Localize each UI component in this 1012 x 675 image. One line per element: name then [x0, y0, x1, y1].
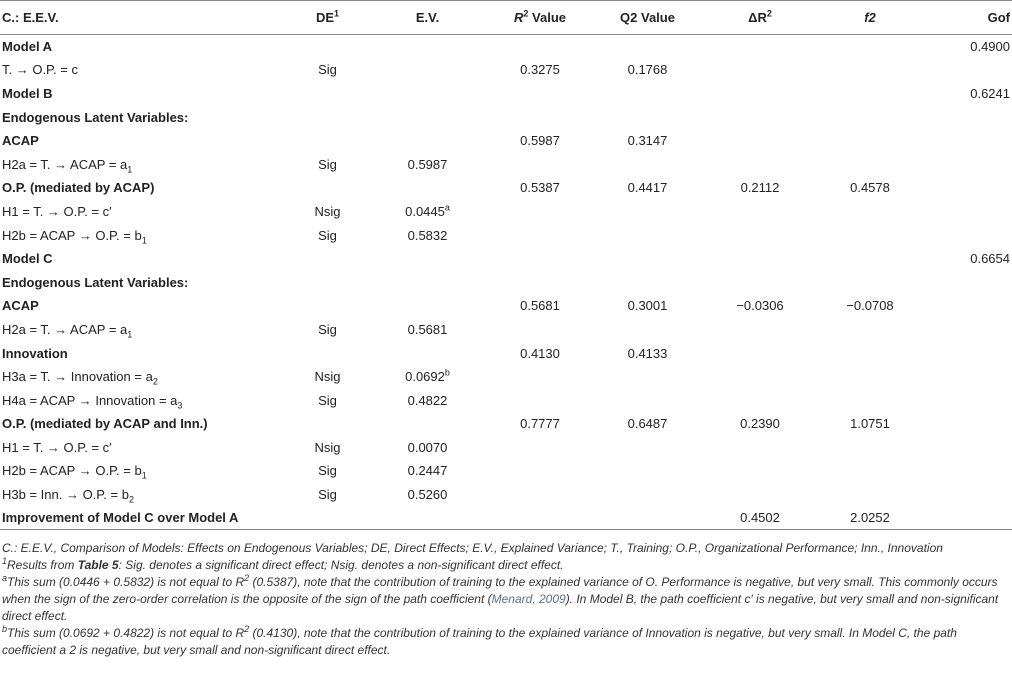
cell-gof	[925, 436, 1012, 460]
cell-r2: 0.5987	[520, 133, 560, 149]
cell-r2	[490, 436, 590, 460]
row-label: ACAP	[2, 298, 39, 314]
table-row	[0, 388, 1012, 412]
footnote-b: $^b$This sum (0.0692 + 0.4822) is not equal to $R^2$ (0.4130), note that the contribution of training to the explained variance of Innovation is negative, but very small. In Model C, the path coefficient a 2 is negative, but very small and non-significant direct effect.	[2, 624, 957, 658]
table-row	[0, 436, 1012, 460]
row-label: O.P. (mediated by ACAP and Inn.)	[2, 416, 208, 432]
cell-f2	[815, 82, 925, 106]
cell-f2	[815, 270, 925, 294]
cell-r2	[490, 459, 590, 483]
cell-r2	[490, 200, 590, 224]
citation-link[interactable]: Menard, 2009	[491, 592, 566, 607]
cell-q2: 0.3147	[627, 133, 668, 149]
cell-ev	[365, 506, 490, 530]
cell-gof	[925, 152, 1012, 176]
cell-q2	[590, 200, 705, 224]
cell-de: Nsig	[314, 439, 341, 455]
cell-de: Sig	[318, 62, 337, 78]
row-label: H1 = T. → O.P. = c′	[2, 439, 112, 455]
cell-dr2	[705, 105, 815, 129]
header-q2: Q2 Value	[590, 1, 705, 35]
header-delta-r2: $\Delta R^2$	[705, 1, 815, 35]
cell-de: Sig	[318, 321, 337, 337]
cell-ev: 0.5832	[407, 227, 448, 243]
cell-f2	[815, 388, 925, 412]
cell-q2	[590, 483, 705, 507]
cell-dr2	[705, 388, 815, 412]
cell-r2	[490, 388, 590, 412]
cell-dr2: −0.0306	[736, 298, 784, 314]
table-row	[0, 105, 1012, 129]
cell-q2	[590, 82, 705, 106]
cell-dr2	[705, 152, 815, 176]
cell-dr2	[705, 247, 815, 271]
cell-de	[290, 270, 365, 294]
cell-q2	[590, 270, 705, 294]
row-label: T. → O.P. = c	[2, 62, 78, 78]
header-gof: Gof	[925, 1, 1012, 35]
cell-ev	[365, 58, 490, 82]
table-row	[0, 129, 1012, 153]
row-label: Model A	[2, 39, 53, 55]
table-row	[0, 341, 1012, 365]
cell-r2: 0.4130	[520, 345, 560, 361]
cell-q2	[590, 247, 705, 271]
cell-ev	[365, 247, 490, 271]
cell-f2: 0.4578	[850, 180, 890, 196]
row-label: Endogenous Latent Variables:	[2, 109, 189, 125]
table-row	[0, 176, 1012, 200]
table-row	[0, 58, 1012, 82]
row-label: Model C	[2, 251, 53, 267]
cell-ev: 0.5681	[407, 321, 448, 337]
cell-gof	[925, 388, 1012, 412]
cell-ev: 0.2447	[407, 463, 448, 479]
cell-de	[290, 129, 365, 153]
table-body	[0, 35, 1012, 530]
cell-r2	[490, 365, 590, 389]
cell-ev	[365, 176, 490, 200]
cell-de	[290, 176, 365, 200]
cell-dr2: 0.2112	[740, 180, 780, 196]
cell-ev: 0.0692$^b$	[405, 367, 450, 385]
table-row	[0, 506, 1012, 530]
cell-gof	[925, 365, 1012, 389]
cell-gof	[925, 223, 1012, 247]
table-row	[0, 294, 1012, 318]
cell-gof	[925, 294, 1012, 318]
cell-r2	[490, 318, 590, 342]
cell-f2	[815, 459, 925, 483]
cell-dr2	[705, 82, 815, 106]
cell-gof	[925, 200, 1012, 224]
cell-dr2	[705, 483, 815, 507]
table-row	[0, 270, 1012, 294]
cell-f2	[815, 105, 925, 129]
cell-gof	[925, 58, 1012, 82]
cell-r2	[490, 247, 590, 271]
cell-f2	[815, 58, 925, 82]
cell-dr2	[705, 365, 815, 389]
table-row	[0, 200, 1012, 224]
cell-r2: 0.5681	[520, 298, 560, 314]
cell-f2	[815, 223, 925, 247]
table-row	[0, 365, 1012, 389]
cell-q2	[590, 223, 705, 247]
row-label: Improvement of Model C over Model A	[0, 506, 290, 530]
row-label: H2b = ACAP → O.P. = $b_1$	[2, 227, 147, 246]
cell-ev: 0.0445$^a$	[405, 202, 450, 219]
header-r2: $R^2$ Value	[490, 1, 590, 35]
cell-gof	[925, 459, 1012, 483]
cell-dr2	[705, 318, 815, 342]
cell-f2	[815, 200, 925, 224]
row-label: H4a = ACAP → Innovation = $a_3$	[2, 392, 183, 411]
cell-de	[290, 294, 365, 318]
cell-gof	[925, 176, 1012, 200]
header-de: $DE^1$	[290, 1, 365, 35]
table-row	[0, 483, 1012, 507]
cell-f2	[815, 247, 925, 271]
cell-r2	[490, 152, 590, 176]
cell-f2	[815, 152, 925, 176]
cell-de: Sig	[318, 487, 337, 503]
cell-q2	[590, 318, 705, 342]
cell-q2	[590, 35, 705, 59]
footnotes	[0, 540, 1012, 659]
table-row	[0, 35, 1012, 59]
cell-dr2	[705, 270, 815, 294]
cell-gof: 0.6654	[970, 251, 1010, 267]
cell-f2	[815, 35, 925, 59]
cell-gof	[925, 105, 1012, 129]
cell-dr2	[705, 58, 815, 82]
cell-q2: 0.4417	[627, 180, 668, 196]
cell-de: Sig	[318, 227, 337, 243]
footnote-a: $^a$This sum (0.0446 + 0.5832) is not equal to $R^2$ (0.5387), note that the contribution of training to the explained variance of O. Performance is negative, but very small. This commonly occurs when the sign of the zero-order correlation is the opposite of the sign of the path coefficient (Menard, 2009). In Model B, the path coefficient c′ is negative, but very small and non-significant direct effect.	[2, 573, 999, 624]
cell-dr2	[705, 200, 815, 224]
cell-ev	[365, 35, 490, 59]
row-label: O.P. (mediated by ACAP)	[2, 180, 155, 196]
cell-dr2	[705, 35, 815, 59]
cell-ev: 0.5987	[407, 156, 448, 172]
cell-f2	[815, 365, 925, 389]
cell-de: Nsig	[314, 369, 341, 385]
row-label: H3a = T. → Innovation = $a_2$	[2, 369, 158, 387]
cell-f2: −0.0708	[846, 298, 894, 314]
cell-de	[290, 412, 365, 436]
cell-ev	[365, 82, 490, 106]
cell-q2	[590, 506, 705, 530]
cell-q2	[590, 436, 705, 460]
cell-ev: 0.0070	[407, 439, 448, 455]
cell-q2	[590, 105, 705, 129]
cell-q2	[590, 365, 705, 389]
cell-q2	[590, 388, 705, 412]
cell-gof: 0.6241	[970, 85, 1010, 101]
cell-r2	[490, 82, 590, 106]
cell-gof	[925, 412, 1012, 436]
table-row	[0, 223, 1012, 247]
cell-q2: 0.6487	[627, 416, 668, 432]
footnote-abbrev: C.: E.E.V., Comparison of Models: Effects on Endogenous Variables; DE, Direct Effects; E.V., Explained Variance; T., Training; O.P., Organizational Performance; Inn., Innovation	[2, 541, 943, 556]
cell-de	[290, 105, 365, 129]
cell-r2	[490, 506, 590, 530]
header-eev: C.: E.E.V.	[0, 1, 290, 35]
footnote-1: $^1$Results from Table 5: Sig. denotes a significant direct effect; Nsig. denotes a non-significant direct effect.	[2, 556, 564, 573]
cell-ev: 0.4822	[407, 392, 448, 408]
cell-ev	[365, 294, 490, 318]
row-label: H2b = ACAP → O.P. = $b_1$	[2, 463, 147, 482]
row-label: H1 = T. → O.P. = c′	[2, 203, 112, 219]
cell-dr2: 0.2390	[740, 416, 780, 432]
header-row	[0, 1, 1012, 35]
cell-gof	[925, 318, 1012, 342]
cell-de: Sig	[318, 156, 337, 172]
cell-dr2: 0.4502	[705, 506, 815, 530]
table-row	[0, 318, 1012, 342]
row-label: H3b = Inn. → O.P. = $b_2$	[2, 487, 134, 505]
row-label: H2a = T. → ACAP = $a_1$	[2, 321, 133, 340]
cell-de: Sig	[318, 463, 337, 479]
cell-f2: 1.0751	[850, 416, 890, 432]
cell-r2: 0.5387	[520, 180, 560, 196]
cell-f2	[815, 129, 925, 153]
cell-dr2	[705, 459, 815, 483]
row-label: ACAP	[2, 133, 39, 149]
cell-f2	[815, 483, 925, 507]
row-label: H2a = T. → ACAP = $a_1$	[2, 156, 133, 175]
header-f2: f2	[815, 1, 925, 35]
cell-ev	[365, 412, 490, 436]
cell-ev: 0.5260	[407, 487, 448, 503]
table-row	[0, 152, 1012, 176]
cell-dr2	[705, 129, 815, 153]
cell-de: Sig	[318, 392, 337, 408]
cell-de	[290, 82, 365, 106]
cell-de	[290, 247, 365, 271]
cell-dr2	[705, 436, 815, 460]
cell-gof	[925, 129, 1012, 153]
table-row	[0, 247, 1012, 271]
cell-f2: 2.0252	[815, 506, 925, 530]
table-row	[0, 459, 1012, 483]
row-label: Model B	[2, 85, 53, 101]
table-row	[0, 412, 1012, 436]
cell-f2	[815, 341, 925, 365]
cell-gof	[925, 483, 1012, 507]
cell-ev	[365, 105, 490, 129]
cell-q2: 0.3001	[627, 298, 668, 314]
cell-q2	[590, 152, 705, 176]
cell-dr2	[705, 341, 815, 365]
cell-gof	[925, 506, 1012, 530]
cell-ev	[365, 270, 490, 294]
cell-q2: 0.1768	[627, 62, 668, 78]
cell-r2	[490, 105, 590, 129]
cell-r2	[490, 35, 590, 59]
cell-r2: 0.3275	[520, 62, 560, 78]
cell-q2	[590, 459, 705, 483]
cell-de: Nsig	[314, 203, 341, 219]
cell-gof	[925, 341, 1012, 365]
cell-r2: 0.7777	[520, 416, 560, 432]
cell-ev	[365, 129, 490, 153]
cell-r2	[490, 223, 590, 247]
table-row	[0, 82, 1012, 106]
cell-ev	[365, 341, 490, 365]
header-ev: E.V.	[365, 1, 490, 35]
row-label: Innovation	[2, 345, 68, 361]
cell-r2	[490, 483, 590, 507]
cell-dr2	[705, 223, 815, 247]
cell-de	[290, 341, 365, 365]
row-label: Endogenous Latent Variables:	[2, 274, 189, 290]
cell-gof: 0.4900	[970, 39, 1010, 55]
cell-gof	[925, 270, 1012, 294]
cell-de	[290, 506, 365, 530]
cell-f2	[815, 318, 925, 342]
cell-f2	[815, 436, 925, 460]
cell-r2	[490, 270, 590, 294]
cell-q2: 0.4133	[627, 345, 668, 361]
cell-de	[290, 35, 365, 59]
